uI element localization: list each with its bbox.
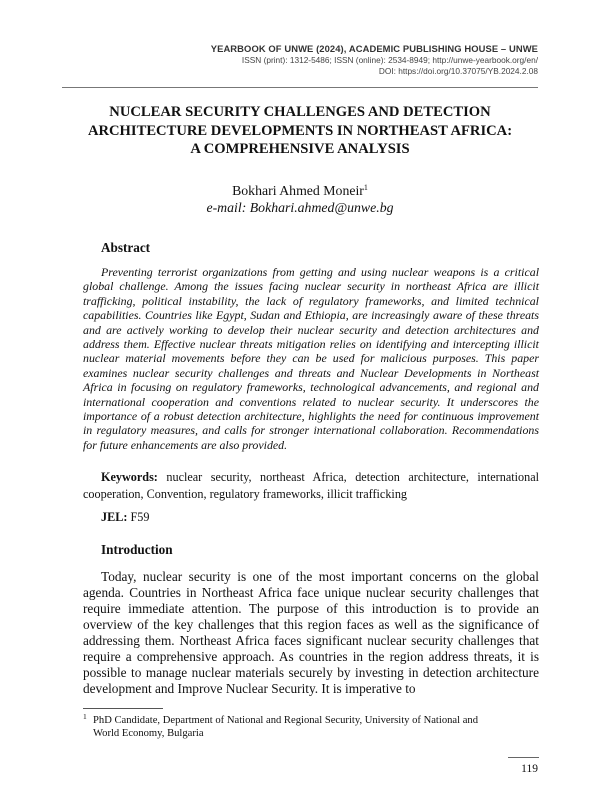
jel-label: JEL:: [101, 510, 128, 524]
title-line-1: NUCLEAR SECURITY CHALLENGES AND DETECTION: [109, 104, 491, 120]
page-number-rule: [508, 757, 539, 758]
footnote-divider: [83, 708, 163, 709]
abstract-text: Preventing terrorist organizations from getting and using nuclear weapons is a critical global challenge. Among the issues facing nuclear security in northeast Africa are illicit trafficking, political instability, the lack of regulatory frameworks, and limited technical capabilities. Countries like Egypt, Sudan and Ethiopia, are increasingly aware of these threats and are actively working to develop their nuclear security and detection architectures and address them. Effective nuclear threats mitigation relies on identifying and intercepting illicit nuclear material movements before they can be used for malicious purposes. This paper examines nuclear security challenges and threats and Nuclear Developments in Northeast Africa in focusing on regulatory frameworks, technological advancements, and regional and international cooperation and conventions related to nuclear security. It underscores the importance of a robust detection architecture, highlights the need for continuous improvement in regulatory measures, and calls for stronger international collaboration. Recommendations for future enhancements are also provided.: [83, 265, 539, 452]
abstract-heading: Abstract: [101, 240, 151, 255]
footnote: 1 PhD Candidate, Department of National and Regional Security, University of National and World Economy, Bulgaria: [83, 714, 543, 740]
author-footnote-mark: 1: [363, 183, 368, 192]
title-line-2: ARCHITECTURE DEVELOPMENTS IN NORTHEAST AFRICA:: [87, 122, 513, 139]
doi-line: DOI: https://doi.org/10.37075/YB.2024.2.08: [378, 66, 538, 76]
title-line-3: A COMPREHENSIVE ANALYSIS: [190, 141, 410, 157]
author-name: Bokhari Ahmed Moneir: [232, 183, 364, 198]
issn-line: ISSN (print): 1312-5486; ISSN (online): 2534-8949; http://unwe-yearbook.org/en/: [241, 55, 538, 65]
keywords-text: nuclear security, northeast Africa, detection architecture, international cooperation, Convention, regulatory frameworks, illicit trafficking: [83, 470, 540, 501]
author-line: [62, 182, 538, 199]
introduction-heading: Introduction: [101, 542, 173, 557]
keywords: [83, 469, 539, 503]
paper-title: [62, 103, 538, 159]
footnote-line-1: PhD Candidate, Department of National and Regional Security, University of National and: [93, 715, 479, 726]
author-email: e-mail: Bokhari.ahmed@unwe.bg: [206, 200, 394, 215]
jel-code: F59: [130, 510, 150, 524]
header-divider: [62, 87, 538, 88]
running-header: [211, 42, 538, 77]
jel-classification: [101, 509, 149, 525]
journal-name: YEARBOOK OF UNWE (2024), ACADEMIC PUBLISHING HOUSE – UNWE: [210, 43, 538, 54]
footnote-line-2: World Economy, Bulgaria: [93, 728, 204, 739]
page-number: 119: [521, 763, 538, 775]
introduction-text: Today, nuclear security is one of the most important concerns on the global agenda. Countries in Northeast Africa face unique nuclear security challenges that require immediate attention. The purpose of this introduction is to provide an overview of the key challenges that this region faces as well as the significance of addressing them. Northeast Africa faces significant nuclear security challenges that require a comprehensive approach. As countries in the region address threats, it is possible to manage nuclear materials securely by investing in detection architecture development and Improve Nuclear Security. It is imperative to: [83, 569, 539, 696]
keywords-label: Keywords:: [101, 470, 158, 484]
